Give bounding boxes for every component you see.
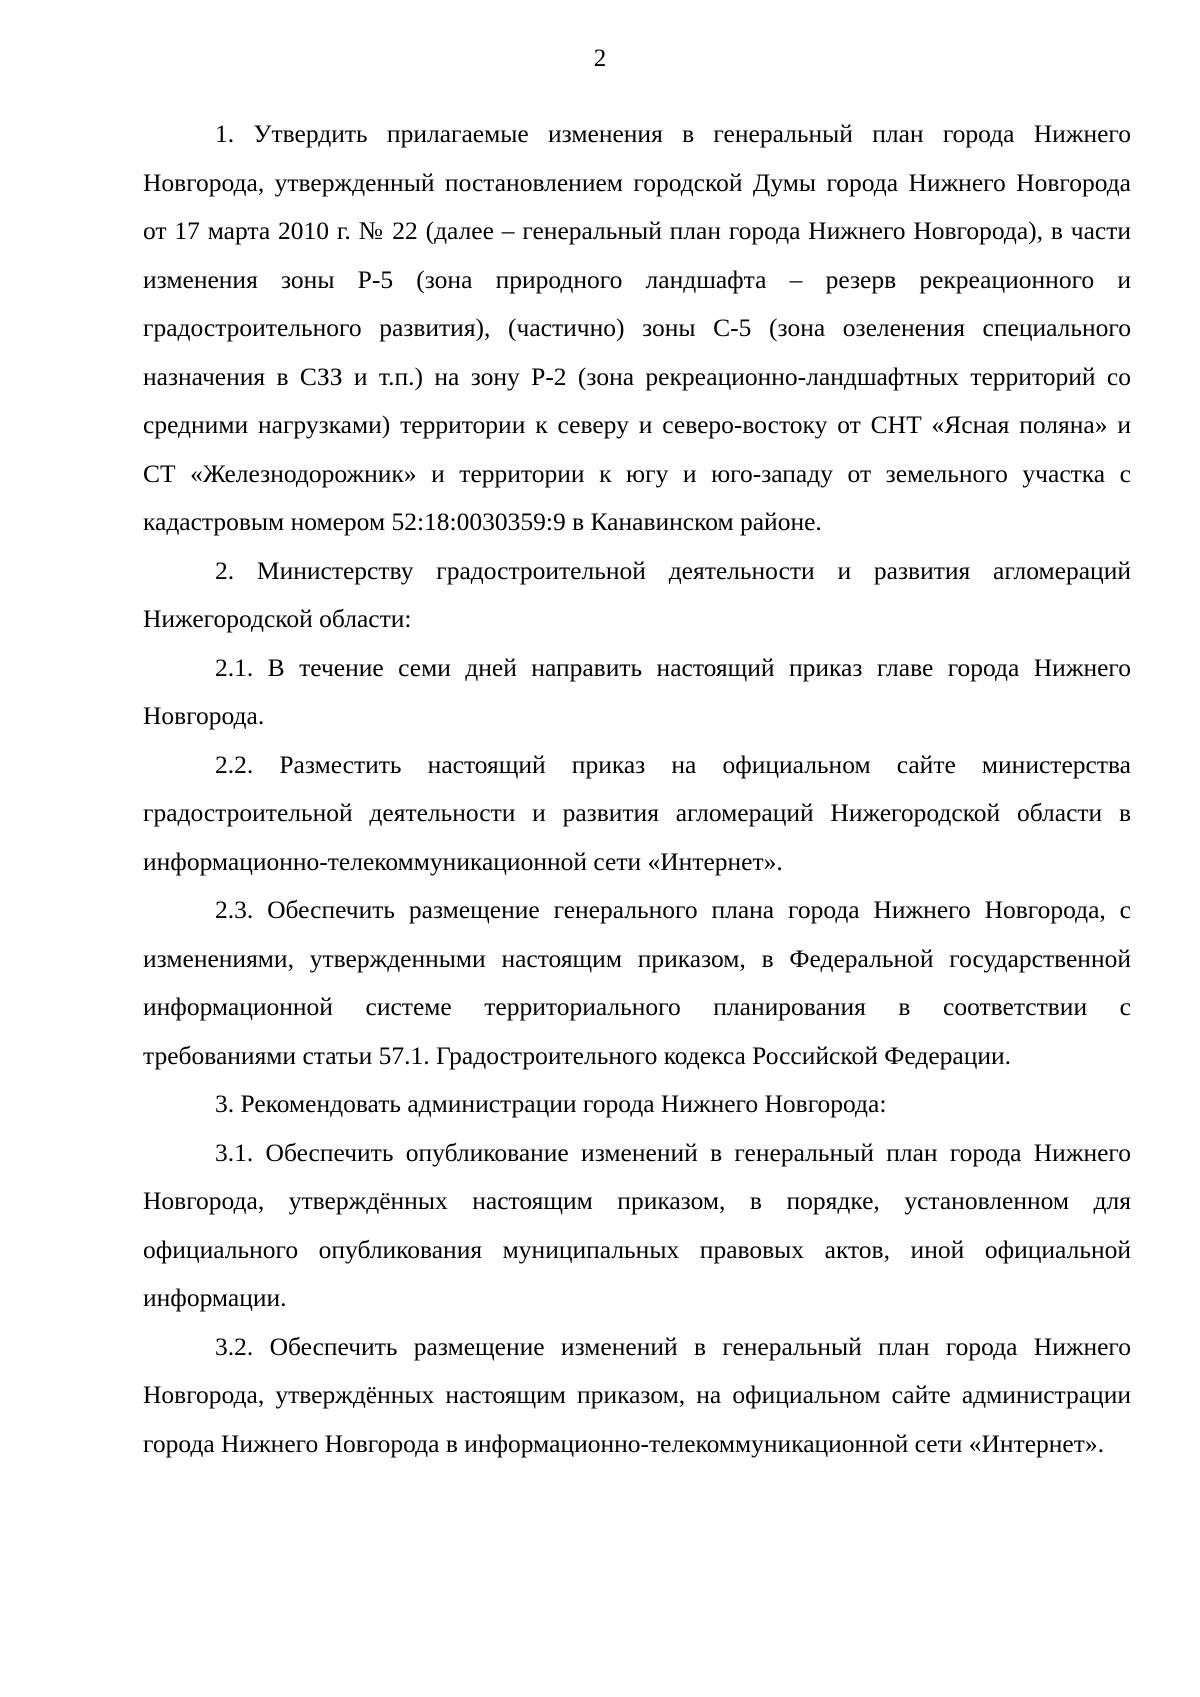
page-number: 2 (593, 45, 607, 72)
paragraph-2-1: 2.1. В течение семи дней направить настоящий приказ главе города Нижнего Новгорода. (143, 652, 1131, 730)
paragraph-3-1: 3.1. Обеспечить опубликование изменений в генеральный план города Нижнего Новгорода, утверждённых настоящим приказом, в порядке, установленном для официального опубликования муниципальных правовых актов, иной официальной информации. (143, 1137, 1131, 1312)
document-body (143, 110, 1131, 1468)
paragraph-3-2: 3.2. Обеспечить размещение изменений в генеральный план города Нижнего Новгорода, утверждённых настоящим приказом, на официальном сайте администрации города Нижнего Новгорода в информационно-телекоммуникационной сети «Интернет». (143, 1331, 1131, 1458)
paragraph-2-3: 2.3. Обеспечить размещение генерального плана города Нижнего Новгорода, с изменениями, утвержденными настоящим приказом, в Федеральной государственной информационной системе территориального планирования в соответствии с требованиями статьи 57.1. Градостроительного кодекса Российской Федерации. (143, 895, 1131, 1070)
paragraph-2: 2. Министерству градостроительной деятельности и развития агломераций Нижегородской области: (143, 555, 1131, 633)
paragraph-3: 3. Рекомендовать администрации города Нижнего Новгорода: (215, 1089, 887, 1118)
paragraph-2-2: 2.2. Разместить настоящий приказ на официальном сайте министерства градостроительной деятельности и развития агломераций Нижегородской области в информационно-телекоммуникационной сети «Интернет». (143, 749, 1131, 876)
paragraph-1: 1. Утвердить прилагаемые изменения в генеральный план города Нижнего Новгорода, утвержденный постановлением городской Думы города Нижнего Новгорода от 17 марта 2010 г. № 22 (далее – генеральный план города Нижнего Новгорода), в части изменения зоны Р-5 (зона природного ландшафта – резерв рекреационного и градостроительного развития), (частично) зоны С-5 (зона озеленения специального назначения в СЗЗ и т.п.) на зону Р-2 (зона рекреационно-ландшафтных территорий со средними нагрузками) территории к северу и северо-востоку от СНТ «Ясная поляна» и СТ «Железнодорожник» и территории к югу и юго-западу от земельного участка с кадастровым номером 52:18:0030359:9 в Канавинском районе. (143, 119, 1131, 536)
